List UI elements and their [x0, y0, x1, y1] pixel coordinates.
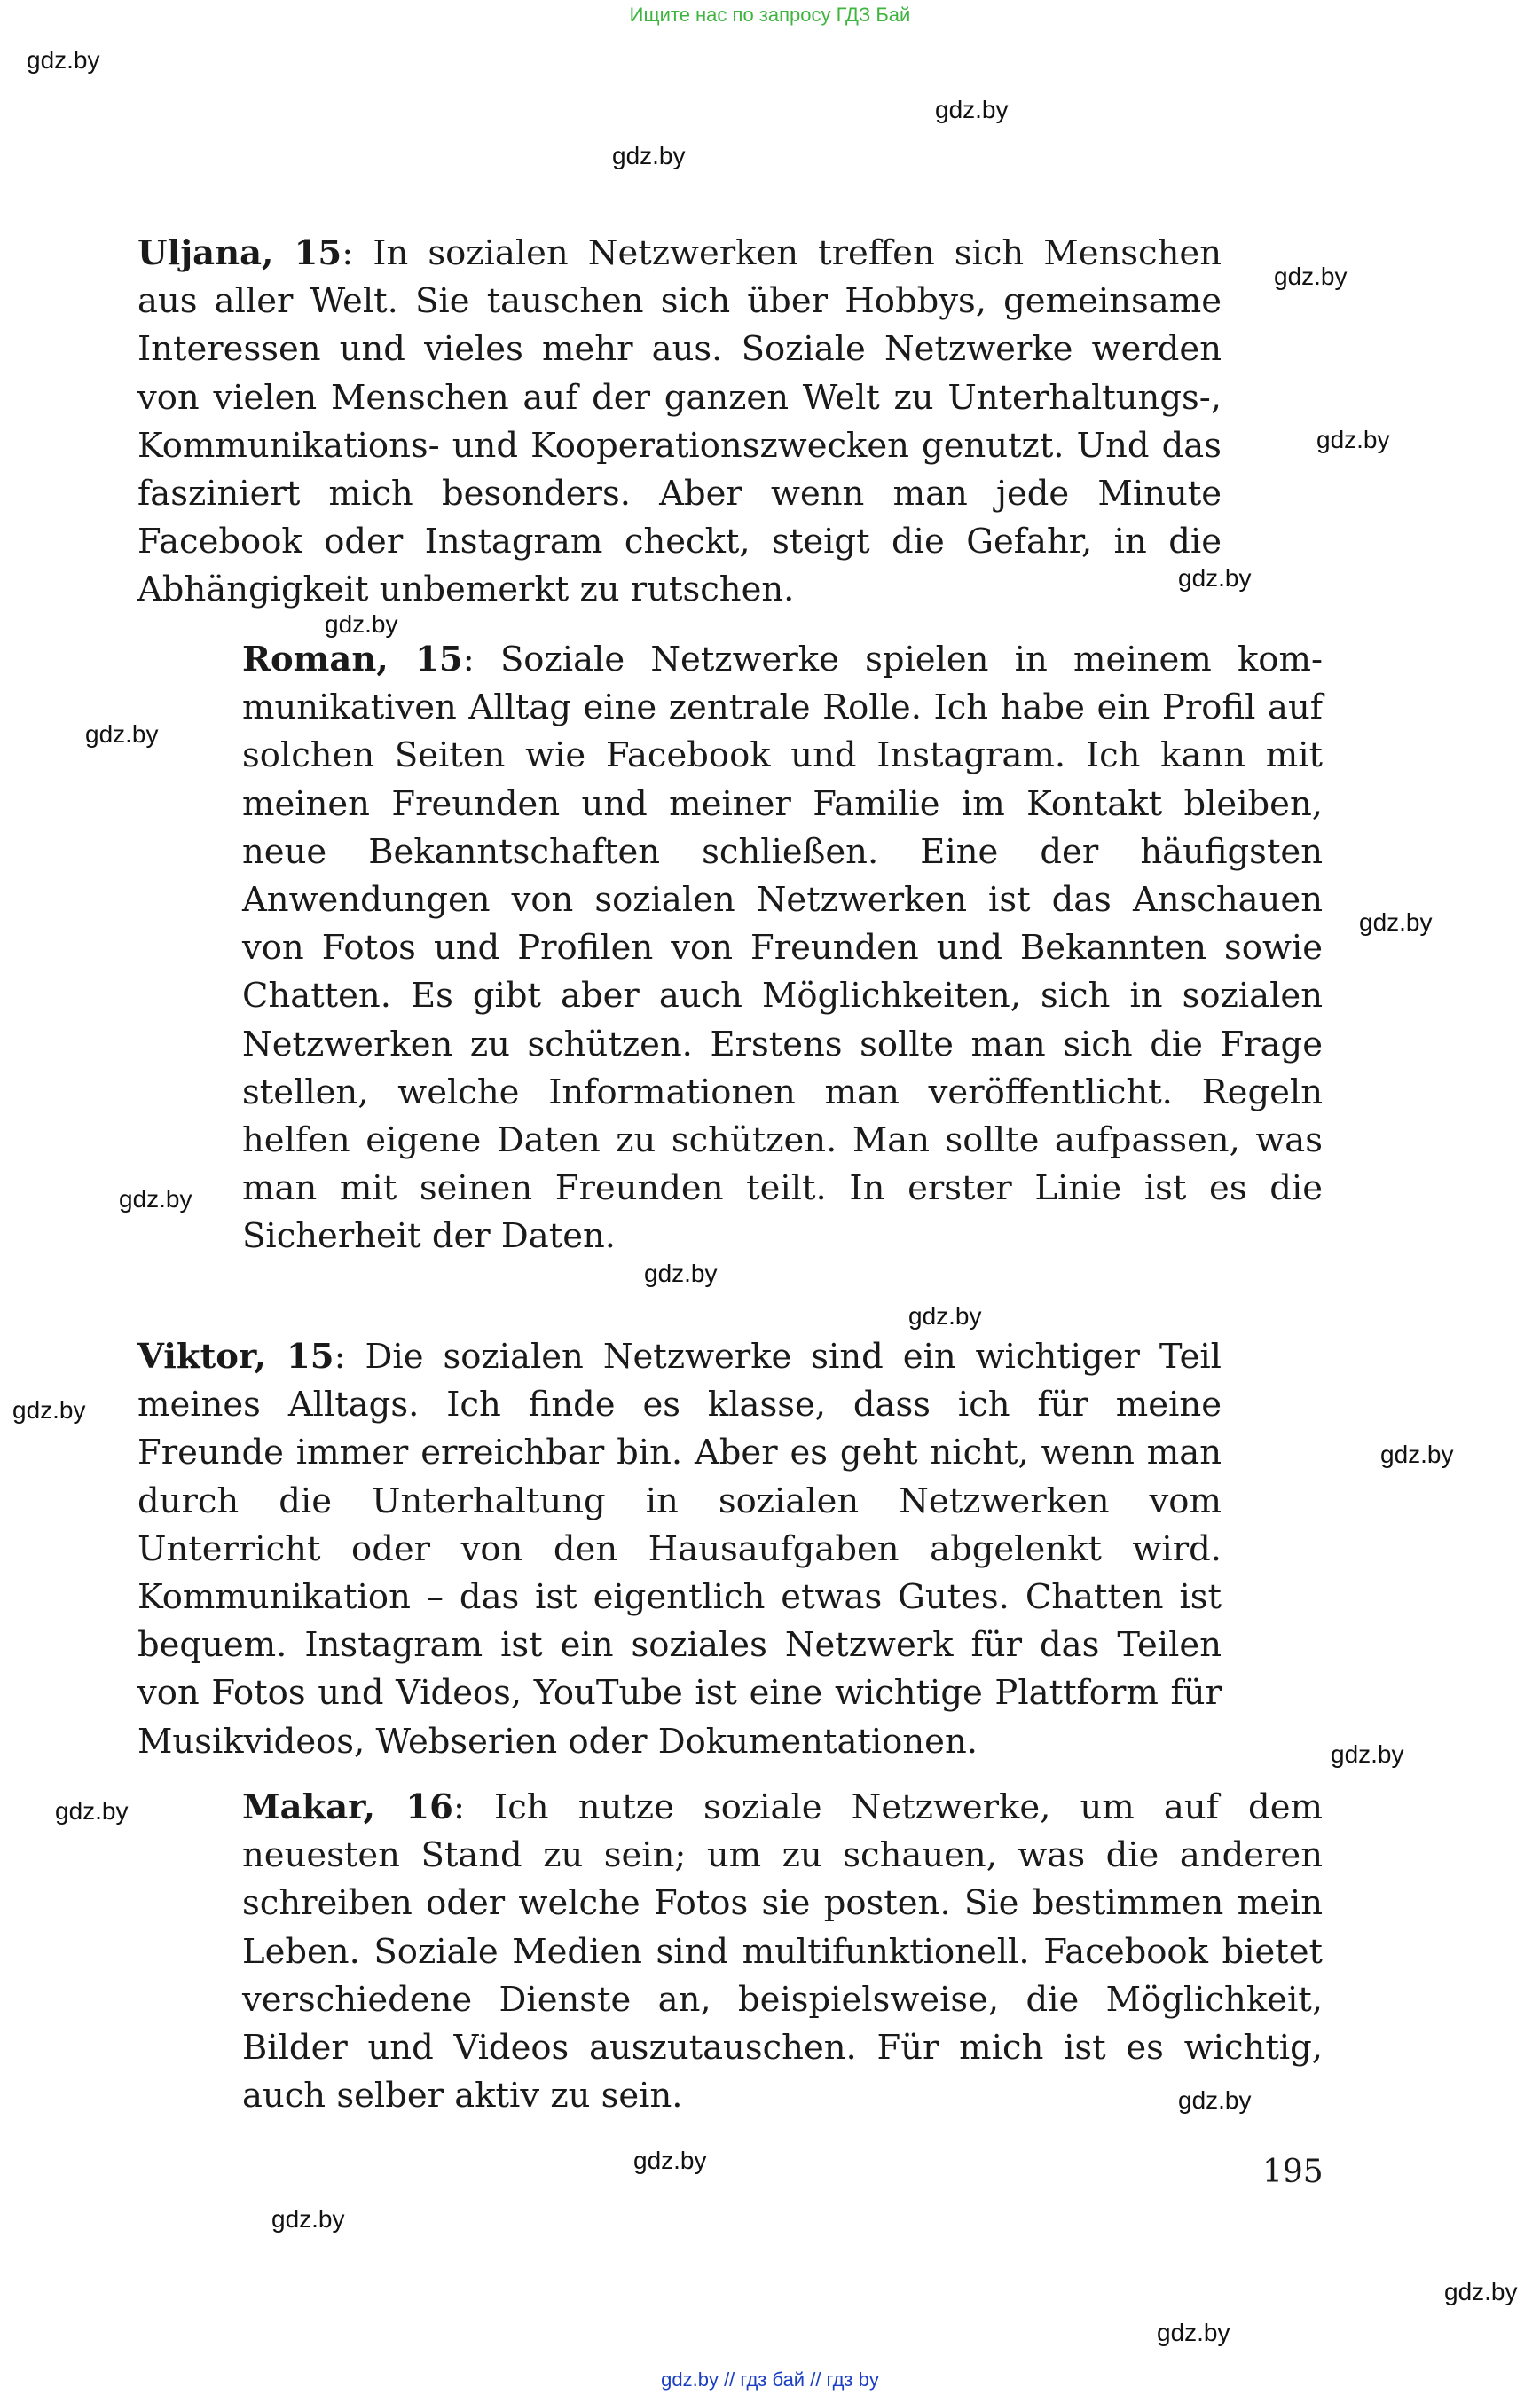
watermark: gdz.by	[1444, 2278, 1518, 2305]
paragraph-uljana: Uljana, 15: In sozialen Netzwerken treffen sich Menschen aus aller Welt. Sie tauschen sich über Hobbys, gemeinsame Interessen und vieles mehr aus. Soziale Netzwerke werden von vielen Menschen auf der ganzen Welt zu Unterhaltungs-, Kommunikations- und Kooperationszwecken genutzt. Und das fasziniert mich besonders. Aber wenn man jede Minute Facebook oder Instagram checkt, steigt die Gefahr, in die Abhängigkeit unbemerkt zu rutschen.	[138, 233, 1222, 610]
watermark: gdz.by	[55, 1797, 129, 1825]
paragraph-text: Ich nutze soziale Netzwerke, um auf dem neuesten Stand zu sein; um zu schauen, was die anderen schreiben oder welche Fotos sie posten. Sie bestimmen mein Leben. Soziale Medien sind multifunktionell. Facebook bietet verschiedene Dienste an, beispielsweise, die Möglichkeit, Bilder und Videos auszutauschen. Für mich ist es wichtig, auch selber aktiv zu sein.	[242, 1787, 1323, 2116]
watermark: gdz.by	[1359, 908, 1433, 936]
watermark: gdz.by	[612, 142, 686, 169]
watermark: gdz.by	[119, 1185, 192, 1213]
paragraph-roman: Roman, 15: Soziale Netzwerke spielen in meinem kommunikativen Alltag eine zentrale Rolle. Ich habe ein Profil auf solchen Seiten wie Facebook und Instagram. Ich kann mit meinen Freunden und meiner Familie im Kontakt bleiben, neue Bekanntschaften schließen. Eine der häufigsten Anwendungen von sozialen Netzwerken ist das Anschauen von Fotos und Profilen von Freunden und Bekannten sowie Chatten. Es gibt aber auch Möglichkeiten, sich in sozialen Netzwerken zu schützen. Erstens sollte man sich die Frage stellen, welche Informationen man veröffentlicht. Regeln helfen eigene Daten zu schützen. Man sollte aufpassen, was man mit seinen Freunden teilt. In erster Linie ist es die Sicherheit der Daten.	[242, 640, 1323, 1257]
paragraph-text: In sozialen Netzwerken treffen sich Menschen aus aller Welt. Sie tauschen sich über Hobbys, gemeinsame Interessen und vieles mehr aus. Soziale Netzwerke werden von vielen Menschen auf der ganzen Welt zu Unterhaltungs-, Kommunikations- und Kooperationszwecken genutzt. Und das fasziniert mich besonders. Aber wenn man jede Minute Facebook oder Instagram checkt, steigt die Gefahr, in die Abhängigkeit unbemerkt zu rutschen.	[138, 233, 1222, 610]
speaker-name: Roman, 15	[242, 640, 463, 679]
watermark: gdz.by	[644, 1260, 718, 1287]
watermark: gdz.by	[1274, 263, 1348, 290]
paragraph-viktor: Viktor, 15: Die sozialen Netzwerke sind ein wichtiger Teil meines Alltags. Ich finde es klasse, dass ich für meine Freunde immer erreichbar bin. Aber es geht nicht, wenn man durch die Unterhaltung in sozialen Netzwerken vom Unterricht oder von den Hausaufgaben abgelenkt wird. Kommunikation – das ist eigentlich etwas Gutes. Chatten ist bequem. Instagram ist ein soziales Netzwerk für das Teilen von Fotos und Videos, YouTube ist eine wichtige Plattform für Musikvideos, Webserien oder Dokumentationen.	[138, 1337, 1222, 1762]
watermark: gdz.by	[633, 2147, 707, 2174]
paragraph-makar: Makar, 16: Ich nutze soziale Netzwerke, um auf dem neuesten Stand zu sein; um zu schauen, was die anderen schreiben oder welche Fotos sie posten. Sie bestimmen mein Leben. Soziale Medien sind multifunktionell. Facebook bietet verschiedene Dienste an, beispielsweise, die Möglichkeit, Bilder und Videos auszutauschen. Für mich ist es wichtig, auch selber aktiv zu sein.	[242, 1787, 1323, 2116]
speaker-name: Makar, 16	[242, 1787, 453, 1827]
watermark: gdz.by	[1157, 2319, 1230, 2346]
watermark: gdz.by	[12, 1396, 86, 1424]
watermark: gdz.by	[1331, 1740, 1404, 1768]
watermark: gdz.by	[1178, 2086, 1252, 2114]
speaker-name: Uljana, 15	[138, 233, 342, 273]
watermark: gdz.by	[325, 610, 398, 638]
speaker-name: Viktor, 15	[138, 1337, 334, 1377]
watermark: gdz.by	[271, 2205, 345, 2233]
top-banner: Ищите нас по запросу ГДЗ Бай	[629, 4, 911, 26]
watermark: gdz.by	[1316, 426, 1390, 453]
paragraph-text: Soziale Netzwerke spielen in meinem kommunikativen Alltag eine zentrale Rolle. Ich habe ein Profil auf solchen Seiten wie Facebook und Instagram. Ich kann mit meinen Freunden und meiner Familie im Kontakt bleiben, neue Bekanntschaften schließen. Eine der häufigsten Anwendungen von sozialen Netzwerken ist das Anschauen von Fotos und Profilen von Freunden und Bekannten sowie Chatten. Es gibt aber auch Möglichkeiten, sich in sozialen Netzwerken zu schützen. Erstens sollte man sich die Frage stellen, welche Informationen man veröffentlicht. Regeln helfen eigene Daten zu schützen. Man sollte aufpassen, was man mit seinen Freunden teilt. In erster Linie ist es die Sicherheit der Daten.	[242, 640, 1323, 1257]
watermark: gdz.by	[1178, 564, 1252, 592]
watermark: gdz.by	[1380, 1441, 1454, 1468]
paragraph-text: Die sozialen Netzwerke sind ein wichtiger Teil meines Alltags. Ich finde es klasse, dass ich für meine Freunde immer erreichbar bin. Aber es geht nicht, wenn man durch die Unterhaltung in sozialen Netzwerken vom Unterricht oder von den Hausaufgaben abgelenkt wird. Kommunikation – das ist eigentlich etwas Gutes. Chatten ist bequem. Instagram ist ein soziales Netzwerk für das Teilen von Fotos und Videos, YouTube ist eine wichtige Plattform für Musikvideos, Webserien oder Dokumentationen.	[138, 1337, 1222, 1762]
watermark: gdz.by	[935, 96, 1009, 123]
watermark: gdz.by	[908, 1302, 982, 1330]
bottom-banner: gdz.by // гдз бай // гдз by	[661, 2368, 879, 2391]
watermark: gdz.by	[27, 46, 100, 74]
watermark: gdz.by	[85, 720, 159, 748]
page-number: 195	[1262, 2154, 1324, 2190]
